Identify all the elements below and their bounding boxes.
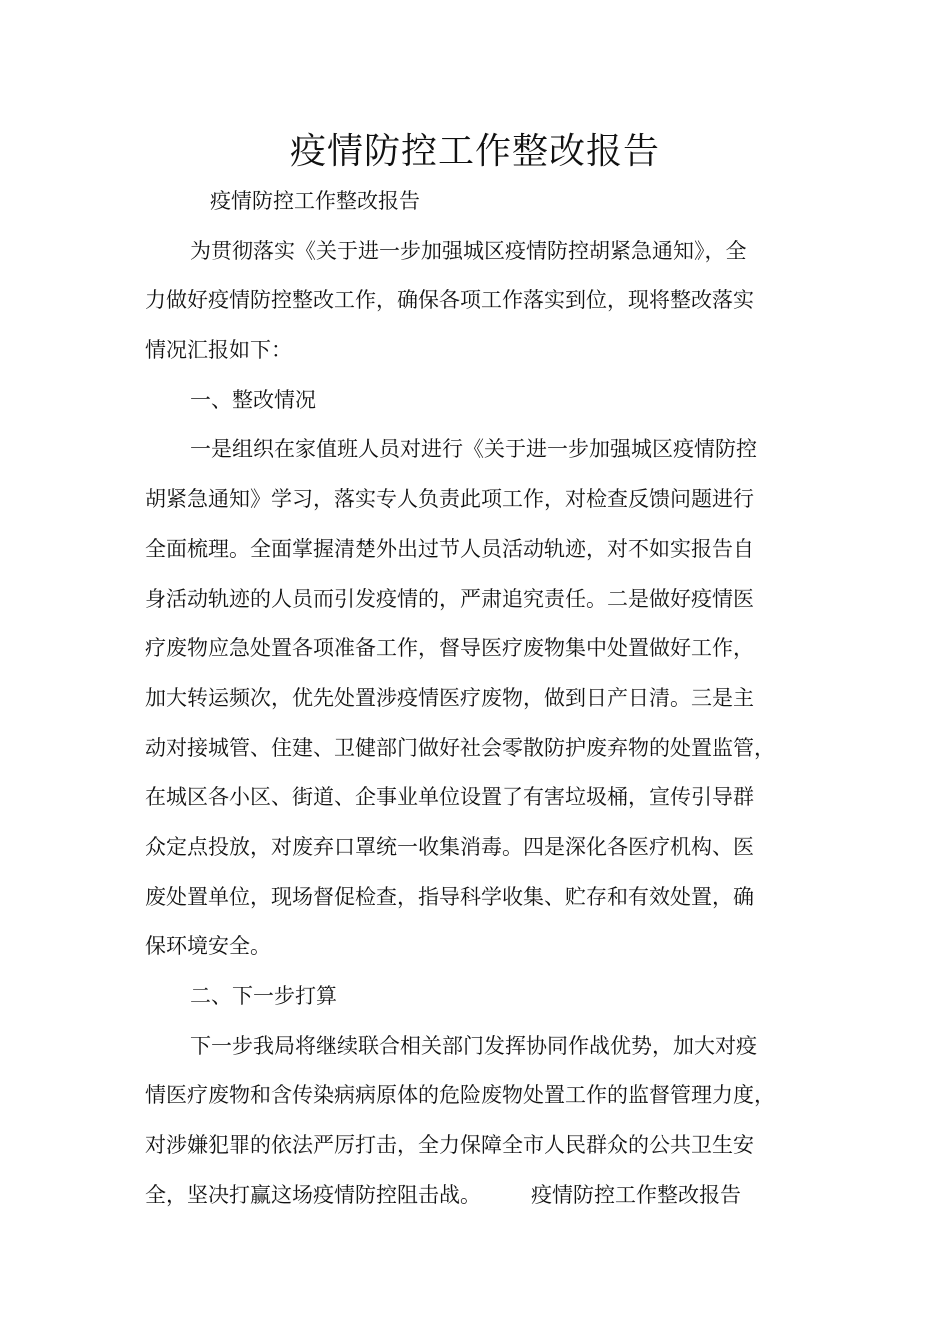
paragraph-line: 保环境安全。 <box>145 934 271 958</box>
paragraph-line: 全面梳理。全面掌握清楚外出过节人员活动轨迹，对不如实报告自 <box>145 537 754 561</box>
final-sentence: 全，坚决打赢这场疫情防控阻击战。 <box>145 1183 481 1207</box>
paragraph-line: 情况汇报如下： <box>145 338 292 362</box>
paragraph-line: 废处置单位，现场督促检查，指导科学收集、贮存和有效处置，确 <box>145 885 754 909</box>
trailing-title: 疫情防控工作整改报告 <box>531 1183 741 1207</box>
paragraph-line: 疗废物应急处置各项准备工作，督导医疗废物集中处置做好工作， <box>145 636 754 660</box>
paragraph-line: 下一步我局将继续联合相关部门发挥协同作战优势，加大对疫 <box>190 1034 757 1058</box>
document-subtitle: 疫情防控工作整改报告 <box>210 189 420 213</box>
paragraph-line: 加大转运频次，优先处置涉疫情医疗废物，做到日产日清。三是主 <box>145 686 754 710</box>
paragraph-line: 情医疗废物和含传染病病原体的危险废物处置工作的监督管理力度， <box>145 1083 775 1107</box>
paragraph-line-final <box>145 1180 810 1210</box>
section-heading: 一、整改情况 <box>190 388 316 412</box>
document-title: 疫情防控工作整改报告 <box>289 131 660 172</box>
paragraph-line: 胡紧急通知》学习，落实专人负责此项工作，对检查反馈问题进行 <box>145 487 754 511</box>
paragraph-line: 在城区各小区、街道、企事业单位设置了有害垃圾桶，宣传引导群 <box>145 785 754 809</box>
paragraph-line: 众定点投放，对废弃口罩统一收集消毒。四是深化各医疗机构、医 <box>145 835 754 859</box>
paragraph-line: 一是组织在家值班人员对进行《关于进一步加强城区疫情防控 <box>190 437 757 461</box>
section-heading: 二、下一步打算 <box>190 984 337 1008</box>
paragraph-line: 动对接城管、住建、卫健部门做好社会零散防护废弃物的处置监管， <box>145 736 775 760</box>
paragraph-line: 身活动轨迹的人员而引发疫情的，严肃追究责任。二是做好疫情医 <box>145 587 754 611</box>
paragraph-line: 力做好疫情防控整改工作，确保各项工作落实到位，现将整改落实 <box>145 288 754 312</box>
paragraph-line: 为贯彻落实《关于进一步加强城区疫情防控胡紧急通知》，全 <box>190 239 747 263</box>
paragraph-line: 对涉嫌犯罪的依法严厉打击，全力保障全市人民群众的公共卫生安 <box>145 1133 754 1157</box>
